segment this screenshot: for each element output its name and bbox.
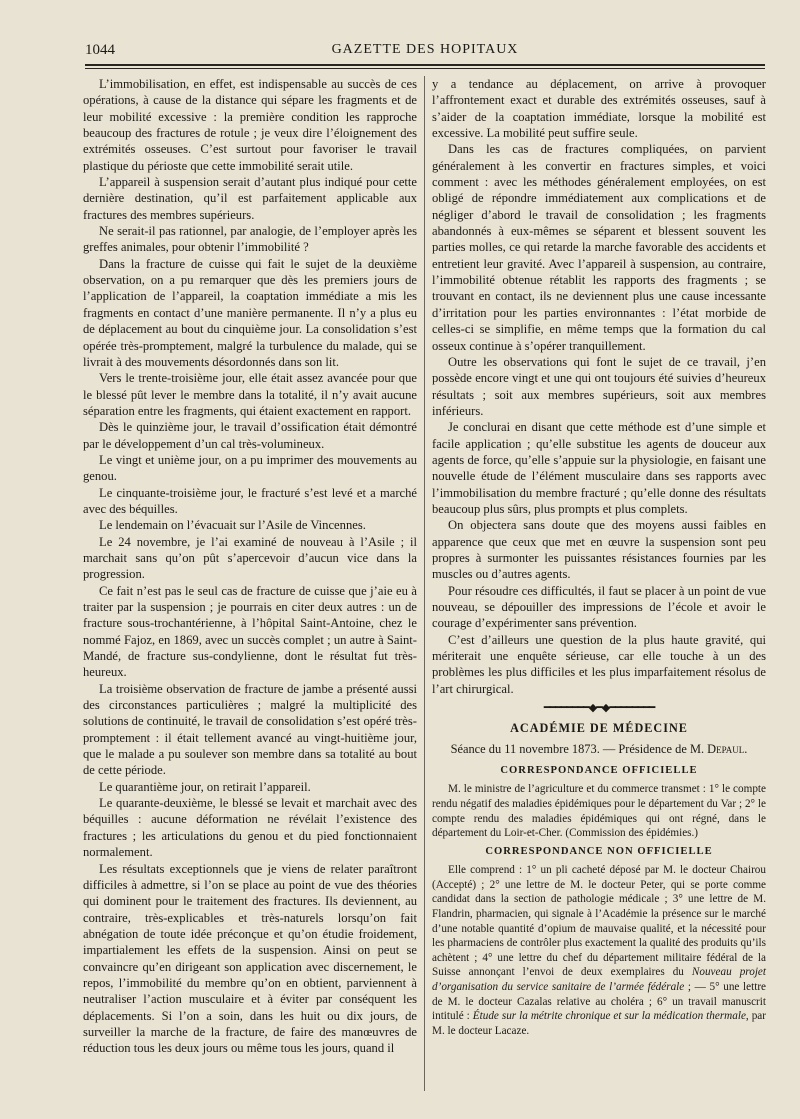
section-title: ACADÉMIE DE MÉDECINE <box>510 721 688 736</box>
paragraph: C’est d’ailleurs une question de la plus haute gravité, qui mériterait une enquête sérieuse, car elle touche à un des problèmes les plus difficiles et les plus imparfaitement résolus de l’art chirurgical. <box>432 632 766 696</box>
paragraph: y a tendance au déplacement, on arrive à provoquer l’affrontement exact et durable des extrémités osseuses, sauf à s’aider de la coaptation immédiate, lorsque la mobilité est excessive. La mobilité peut suffire seule. <box>432 77 766 141</box>
official-correspondence <box>432 782 766 840</box>
subsection-title: CORRESPONDANCE NON OFFICIELLE <box>485 845 713 857</box>
subsection-title: CORRESPONDANCE OFFICIELLE <box>500 765 698 777</box>
paragraph: Pour résoudre ces difficultés, il faut se placer à un point de vue nouveau, se dépouiller des impressions de l’école et avoir le courage d’expérimenter sans prévention. <box>432 583 766 631</box>
ornament-divider: ━━━━━━━━◆━◆━━━━━━━━ <box>543 702 655 715</box>
paragraph: L’immobilisation, en effet, est indispensable au succès de ces opérations, à cause de la distance qui sépare les fragments et de leur mobilité excessive : la première condition les rapproche beaucoup des fractures de rotule ; je veux dire l’éloignement des extrémités osseuses. C’est surtout pour favoriser le travail plastique du périoste que cette immobilité serait utile. <box>83 77 417 173</box>
paragraph: Le quarante-deuxième, le blessé se levait et marchait avec des béquilles : aucune déformation ne révélait l’existence des fractures ; les articulations du genou et du pied fonctionnaient normalement. <box>83 796 417 860</box>
paragraph: Les résultats exceptionnels que je viens de relater paraîtront difficiles à admettre, si l’on se place au point de vue des théories qui dominent pour le traitement des fractures. Ils deviennent, au contraire, très-explicables et très-naturels lorsqu’on fait abnégation de toute idée préconçue et qu’on étudie froidement, impartialement les effets de la suspension. Ainsi on peut se convaincre qu’en dirigeant son application avec discernement, le repos, l’immobilité du membre qu’on en obtient, parviennent à neutraliser l’action musculaire et à éviter par conséquent les déplacements. Si l’on a soin, dans les huit ou dix jours, de surveiller la marche de la fracture, de faire des manœuvres de réduction tous les deux jours ou même tous les jours, quand il <box>83 861 417 1056</box>
italic-title: Nouveau projet d’organisation du service sanitaire de l’armée fédérale <box>432 966 766 993</box>
paragraph: Ce fait n’est pas le seul cas de fracture de cuisse que j’aie eu à traiter par la suspension ; je pourrais en citer deux autres : un de fracture sous-trochantérienne, à l’hôpital Saint-Antoine, chez le nommé Fajoz, en 1869, avec un succès complet ; un autre à Saint-Mandé, de fracture sus-condylienne, dont le résultat fut très-heureux. <box>83 583 417 680</box>
seance-text: Séance du 11 novembre 1873. — Présidence de M. <box>450 741 705 756</box>
header-rule-thin <box>85 68 765 69</box>
left-column <box>83 76 417 1057</box>
paragraph: La troisième observation de fracture de jambe a présenté aussi des circonstances particulières ; malgré la multiplicité des solutions de continuité, le travail de consolidation s’est opéré très-promptement : il était tellement avancé au vingt-huitième jour, que le malade a pu soulever son membre dans sa totalité au bout de cette période. <box>83 681 417 778</box>
italic-title: Étude sur la métrite chronique et sur la médication thermale <box>472 1010 746 1023</box>
paragraph: Le vingt et unième jour, on a pu imprimer des mouvements au genou. <box>83 452 417 484</box>
journal-title: GAZETTE DES HOPITAUX <box>331 42 519 57</box>
text-run: Elle comprend : 1° un pli cacheté déposé par M. le docteur Chairou (Accepté) ; 2° une lettre de M. le docteur Peter, qui se porte comme candidat dans la section de pathologie médicale ; 3° une lettre de M. Flandrin, pharmacien, qui signale à l’Académie la présence sur le marché d’une notable quantité d’opium de mauvaise qualité, et la nécessité pour les pharmaciens de contrôler plus exactement la qualité des produits qu’ils achètent ; 4° une lettre du chef du département militaire fédéral de la Suisse annonçant l’envoi de deux exemplaires du <box>432 864 766 979</box>
text-run: ; — 5° une lettre de M. le docteur Cazalas relative au choléra ; 6° un travail manuscrit intitulé : <box>432 980 767 1023</box>
paragraph: Le cinquante-troisième jour, le fracturé s’est levé et a marché avec des béquilles. <box>83 485 417 516</box>
paragraph: Dans les cas de fractures compliquées, on parvient généralement à les convertir en fractures simples, et voici comment : avec les méthodes généralement employées, on est obligé de répondre immédiatement aux complications et de négliger d’abord le travail de consolidation ; les fragments abandonnés à eux-mêmes se séparent et blessent souvent les parties molles, ce qui retarde la marche favorable des accidents et entretient leur gravité. Avec l’appareil à suspension, au contraire, l’immobilité obtenue rétablit les rapports des fragments ; se trouvant en contact, ils ne deviennent plus une cause incessante d’irritation pour les parties environnantes : l’état morbide de celles-ci se simplifie, en même temps que la formation du cal osseux continue à s’opérer tranquillement. <box>432 142 766 353</box>
column-divider <box>424 76 425 1091</box>
text-run: , par M. le docteur Lacaze. <box>432 1010 766 1037</box>
paragraph: Le 24 novembre, je l’ai examiné de nouveau à l’Asile ; il marchait sans qu’on pût s’apercevoir d’aucun vice dans la progression. <box>83 534 417 582</box>
paragraph: Dans la fracture de cuisse qui fait le sujet de la deuxième observation, on a pu remarquer que dès les premiers jours de l’application de l’appareil, la coaptation immédiate a mis les fragments en contact d’une manière permanente. Il n’y a plus eu de déplacement au bout du cinquième jour. La consolidation s’est opérée très-promptement, malgré la turbulence du malade, qui se livrait à des mouvements désordonnés dans son lit. <box>83 256 417 369</box>
paragraph: On objectera sans doute que des moyens aussi faibles en apparence que ceux que met en œuvre la suspension sont peu propres à surmonter les puissantes résistances fournies par les muscles ou d’autres agents. <box>432 518 766 582</box>
paragraph: Je conclurai en disant que cette méthode est d’une simple et facile application ; qu’elle substitue les agents de douceur aux agents de force, qu’elle s’appuie sur la physiologie, en faisant une nouvelle étude de l’élément musculaire dans ses rapports avec l’immobilisation du membre fracturé ; qu’elle donne des résultats beaucoup plus sûrs, plus prompts et plus complets. <box>432 420 766 516</box>
page-number: 1044 <box>85 42 115 58</box>
header-rule <box>85 64 765 66</box>
paragraph: L’appareil à suspension serait d’autant plus indiqué pour cette dernière destination, qu’il est parfaitement applicable aux fractures des membres supérieurs. <box>83 175 417 222</box>
seance-line <box>432 741 766 757</box>
unofficial-correspondence <box>432 863 766 1038</box>
page-header <box>85 38 765 62</box>
paragraph: Ne serait-il pas rationnel, par analogie, de l’employer après les greffes animales, pour obtenir l’immobilité ? <box>83 224 417 255</box>
paragraph: M. le ministre de l’agriculture et du commerce transmet : 1° le compte rendu négatif des maladies épidémiques pour le département du Var ; 2° le compte rendu des maladies épidémiques qui ont régné, dans le département du Loir-et-Cher. (Commission des épidémies.) <box>432 783 766 840</box>
right-column <box>432 76 766 1038</box>
paragraph: Outre les observations qui font le sujet de ce travail, j’en possède encore vingt et une qui ont toujours été suivies d’heureux résultats ; soit aux membres supérieurs, soit aux membres inférieurs. <box>432 354 766 418</box>
paragraph: Le quarantième jour, on retirait l’appareil. <box>99 779 311 794</box>
paragraph: Le lendemain on l’évacuait sur l’Asile de Vincennes. <box>99 518 366 533</box>
paragraph: Vers le trente-troisième jour, elle était assez avancée pour que le blessé pût lever le membre dans la totalité, il n’y avait aucune séparation entre les fragments, qui étaient exactement en rapport. <box>83 371 417 418</box>
president-name: Depaul. <box>707 741 748 756</box>
paragraph: Dès le quinzième jour, le travail d’ossification était démontré par le développement d’un cal très-volumineux. <box>83 420 417 451</box>
paragraph <box>432 863 766 1038</box>
